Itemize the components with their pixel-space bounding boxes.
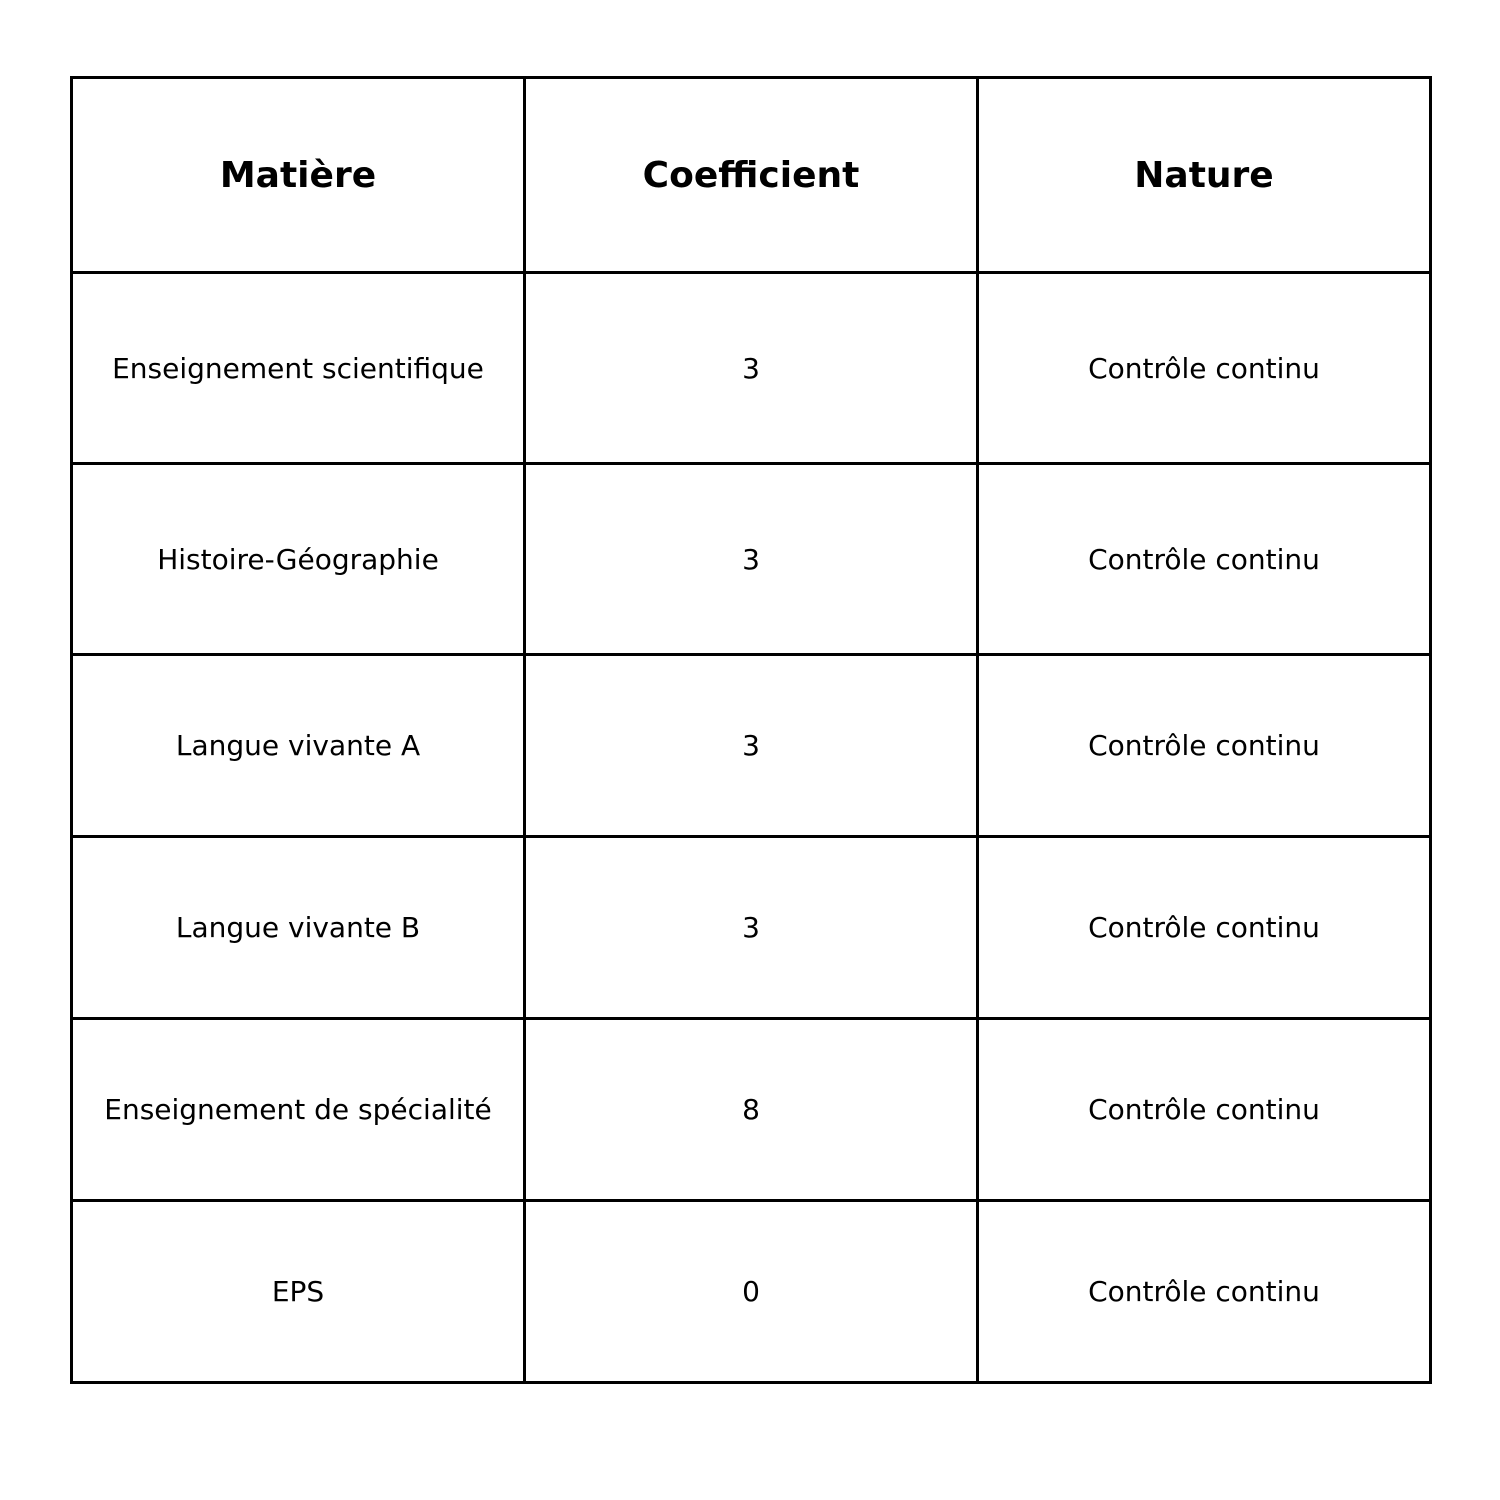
coefficient-table [70, 76, 1432, 1384]
cell-coefficient: 3 [525, 464, 978, 655]
table-row [72, 837, 1431, 1019]
header-matiere: Matière [72, 78, 525, 273]
header-coefficient: Coefficient [525, 78, 978, 273]
table-row [72, 273, 1431, 464]
cell-coefficient: 3 [525, 273, 978, 464]
cell-coefficient: 3 [525, 837, 978, 1019]
table-row [72, 464, 1431, 655]
cell-nature: Contrôle continu [978, 1019, 1431, 1201]
cell-coefficient: 0 [525, 1201, 978, 1383]
cell-nature: Contrôle continu [978, 837, 1431, 1019]
table-row [72, 1201, 1431, 1383]
cell-matiere: Histoire-Géographie [72, 464, 525, 655]
header-row [72, 78, 1431, 273]
cell-nature: Contrôle continu [978, 655, 1431, 837]
cell-coefficient: 3 [525, 655, 978, 837]
cell-coefficient: 8 [525, 1019, 978, 1201]
cell-matiere: Langue vivante A [72, 655, 525, 837]
cell-matiere: Enseignement scientifique [72, 273, 525, 464]
cell-nature: Contrôle continu [978, 464, 1431, 655]
table-row [72, 655, 1431, 837]
cell-matiere: Langue vivante B [72, 837, 525, 1019]
table-row [72, 1019, 1431, 1201]
cell-nature: Contrôle continu [978, 273, 1431, 464]
cell-matiere: Enseignement de spécialité [72, 1019, 525, 1201]
header-nature: Nature [978, 78, 1431, 273]
cell-nature: Contrôle continu [978, 1201, 1431, 1383]
cell-matiere: EPS [72, 1201, 525, 1383]
